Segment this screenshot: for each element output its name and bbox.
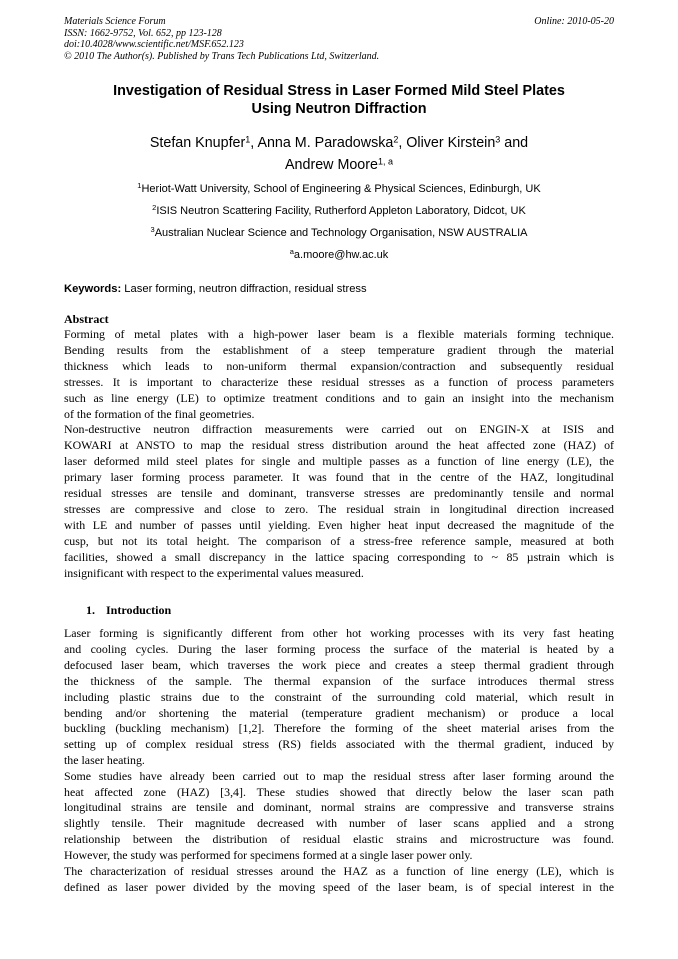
intro-paragraph — [64, 769, 614, 864]
title-line: Using Neutron Diffraction — [251, 101, 427, 117]
text-line: buckling (buckling mechanism) [1,2]. Therefore the forming of the sheet material arises from the — [64, 721, 614, 736]
section-number: 1. — [86, 603, 95, 617]
text-line: the laser heating. — [64, 753, 145, 768]
text-line: The characterization of residual stresses around the HAZ as a function of line energy (LE), which is — [64, 864, 614, 878]
keywords-label: Keywords: — [64, 283, 122, 295]
affiliation — [64, 222, 614, 244]
affiliation-list — [64, 178, 614, 266]
email-mark: a — [289, 246, 294, 256]
text-line: laser deformed mild steel plates for single and multiple passes as a function of line energy (LE), the — [64, 454, 614, 469]
section-title: Introduction — [106, 603, 172, 617]
text-line: primary laser forming process parameter. It was found that in the centre of the HAZ, longitudinal — [64, 470, 614, 485]
text-line: the thickness of the sample. The thermal expansion of the surface introduces thermal stress — [64, 673, 614, 688]
author-separator: , — [250, 135, 258, 151]
contact-email — [64, 244, 614, 266]
intro-paragraph — [64, 626, 614, 769]
affiliation-mark: 3 — [150, 224, 155, 234]
author-affiliation-mark: 1, a — [377, 156, 393, 167]
text-line: residual stresses are tensile and dominant, transverse stresses are predominantly tensile and normal — [64, 486, 614, 501]
abstract-paragraph — [64, 327, 614, 422]
author-separator: and — [500, 135, 529, 151]
affiliation-text: Australian Nuclear Science and Technology Organisation, NSW AUSTRALIA — [154, 227, 528, 239]
text-line: and cooling cycles. During the laser forming process the surface of the material is heated by a — [64, 641, 614, 656]
text-line: defined as laser power divided by the moving speed of the laser beam, is of special interest in the — [64, 879, 614, 894]
author-line — [64, 154, 614, 176]
text-line: setting up of complex residual stress (RS) fields associated with the thermal gradient, induced by — [64, 737, 614, 752]
text-line: thickness which leads to non-uniform thermal expansion/contraction and subsequently residual — [64, 358, 614, 373]
author-line — [64, 132, 614, 154]
keywords-text: Laser forming, neutron diffraction, residual stress — [121, 283, 367, 295]
text-line: bending and/or shortening the material (temperature gradient mechanism) or produce a local — [64, 705, 614, 720]
journal-header — [64, 16, 379, 62]
author-separator: , — [398, 135, 407, 151]
author-list — [64, 132, 614, 176]
text-line: stresses. It is important to characterize these residual stresses as a function of process parameters — [64, 374, 614, 389]
text-line: Forming of metal plates with a high-power laser beam is a flexible materials forming technique. — [64, 327, 614, 341]
online-date: Online: 2010-05-20 — [534, 16, 614, 27]
text-line: Laser forming is significantly different from other hot working processes with its very fast heating — [64, 626, 614, 640]
text-line: defocused laser beam, which traverses the work piece and creates a steep thermal gradient through — [64, 657, 614, 672]
affiliation — [64, 178, 614, 200]
author-name: Anna M. Paradowska — [257, 135, 394, 151]
text-line: heat affected zone (HAZ) [3,4]. These studies showed that directly below the laser scan path — [64, 784, 614, 799]
text-line: of the formation of the final geometries. — [64, 406, 255, 421]
intro-paragraph — [64, 864, 614, 896]
author-name: Stefan Knupfer — [149, 135, 246, 151]
doi-line: doi:10.4028/www.scientific.net/MSF.652.123 — [64, 39, 244, 50]
keywords — [64, 282, 614, 297]
section-heading — [86, 603, 171, 618]
author-affiliation-mark: 2 — [393, 134, 399, 145]
text-line: KOWARI at ANSTO to map the residual stress distribution around the heat affected zone (HAZ) of — [64, 438, 614, 453]
title-line: Investigation of Residual Stress in Laser Formed Mild Steel Plates — [113, 83, 565, 99]
text-line: cusp, but not its total height. The comparison of a stress-free reference sample, measured at both — [64, 533, 614, 548]
text-line: Bending results from the establishment of a steep temperature gradient through the material — [64, 342, 614, 357]
author-name: Oliver Kirstein — [406, 135, 496, 151]
text-line: facilities, showed a small discrepancy in the lattice spacing corresponding to ~ 85 µstrain which is — [64, 549, 614, 564]
email-text: a.moore@hw.ac.uk — [293, 249, 389, 261]
copyright-line: © 2010 The Author(s). Published by Trans Tech Publications Ltd, Switzerland. — [64, 50, 380, 62]
affiliation-mark: 2 — [152, 202, 157, 212]
author-name: Andrew Moore — [285, 157, 378, 173]
author-affiliation-mark: 3 — [495, 134, 501, 145]
affiliation-mark: 1 — [137, 180, 142, 190]
text-line: However, the study was performed for specimens formed at a single laser power only. — [64, 848, 473, 863]
paper-title — [64, 82, 614, 118]
text-line: such as line energy (LE) to optimize treatment conditions and to gain an insight into the mechanism — [64, 390, 614, 405]
affiliation-text: Heriot-Watt University, School of Engineering & Physical Sciences, Edinburgh, UK — [141, 183, 541, 195]
text-line: stresses are compressive and close to zero. The residual strain in longitudinal direction increased — [64, 501, 614, 516]
abstract-heading: Abstract — [64, 312, 109, 326]
journal-name: Materials Science Forum — [64, 16, 166, 27]
text-line: including plastic strains due to the constraint of the surrounding cold material, which result in — [64, 689, 614, 704]
issn-line: ISSN: 1662-9752, Vol. 652, pp 123-128 — [64, 27, 222, 39]
author-affiliation-mark: 1 — [245, 134, 251, 145]
text-line: relationship between the distribution of residual elastic strains and microstructure was found. — [64, 832, 614, 847]
text-line: insignificant with respect to the experimental values measured. — [64, 565, 364, 580]
text-line: with LE and number of passes until yielding. Even higher heat input decreased the magnitude of the — [64, 517, 614, 532]
text-line: Some studies have already been carried out to map the residual stress after laser forming around the — [64, 768, 614, 783]
abstract-paragraph — [64, 422, 614, 581]
text-line: slightly tensile. Their magnitude decreased with number of laser scans applied and a strong — [64, 816, 614, 831]
text-line: longitudinal strains are tensile and dominant, normal strains are compressive and transverse strains — [64, 800, 614, 815]
affiliation — [64, 200, 614, 222]
text-line: Non-destructive neutron diffraction measurements were carried out on ENGIN-X at ISIS and — [64, 422, 614, 437]
affiliation-text: ISIS Neutron Scattering Facility, Rutherford Appleton Laboratory, Didcot, UK — [156, 205, 526, 217]
